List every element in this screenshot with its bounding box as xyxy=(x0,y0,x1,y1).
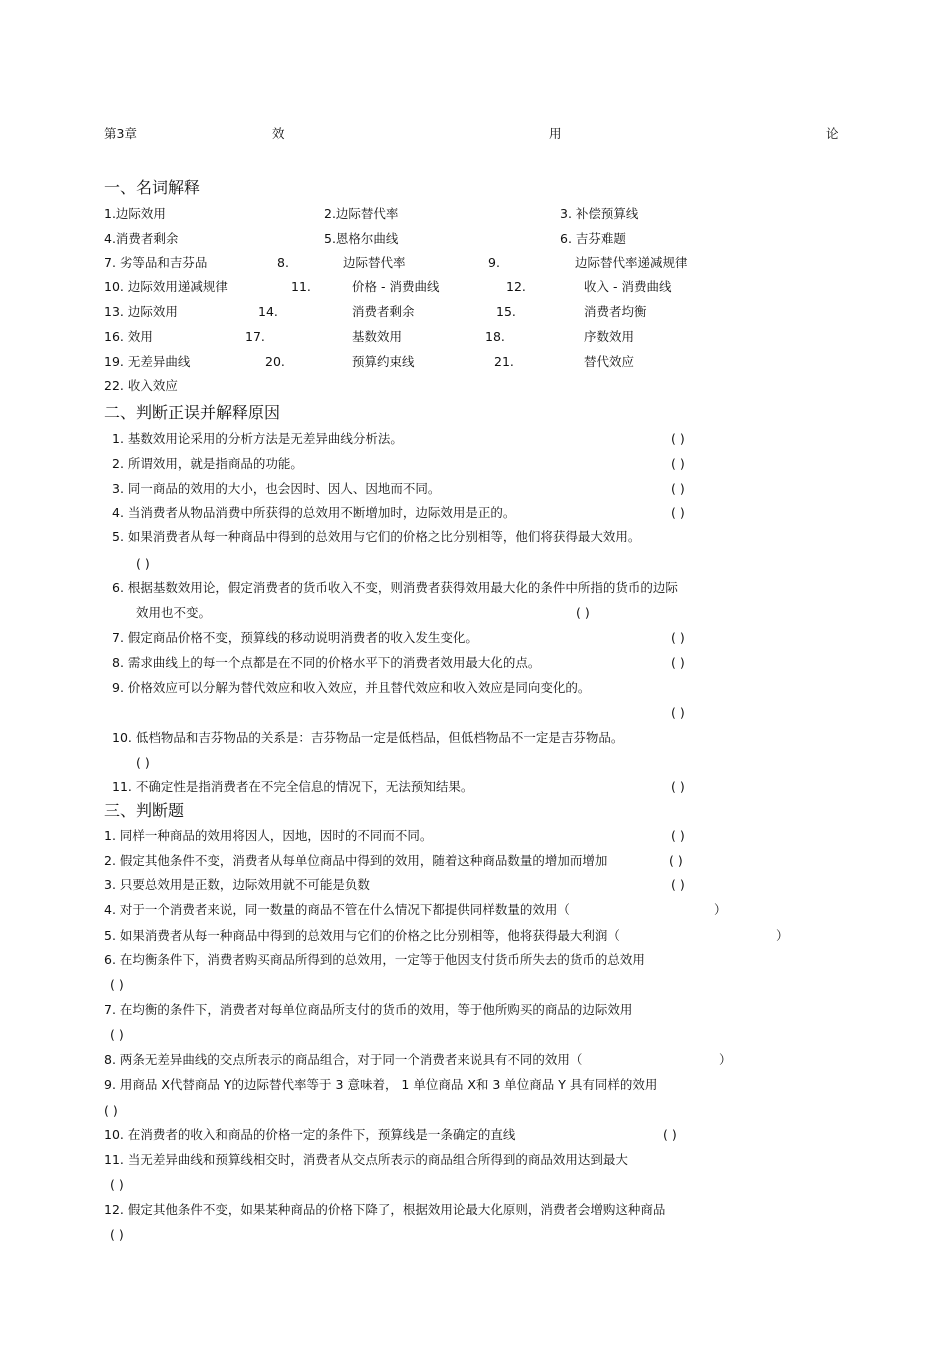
answer-paren: ( ) xyxy=(669,853,683,868)
term: 基数效用 xyxy=(352,329,403,344)
answer-paren: ( ) xyxy=(671,705,685,720)
answer-paren: ( ) xyxy=(104,1103,118,1118)
term: 价格 - 消费曲线 xyxy=(352,279,440,294)
chapter-label: 第3章 xyxy=(104,126,137,141)
question: 12. 假定其他条件不变，如果某种商品的价格下降了，根据效用论最大化原则，消费者会增购这种商品 xyxy=(104,1202,666,1217)
question: 7. 在均衡的条件下，消费者对每单位商品所支付的货币的效用，等于他所购买的商品的边际效用 xyxy=(104,1002,633,1017)
question: 7. 假定商品价格不变，预算线的移动说明消费者的收入发生变化。 xyxy=(112,630,478,645)
term: 5.恩格尔曲线 xyxy=(324,231,399,246)
answer-paren-close: ） xyxy=(714,902,727,917)
term-number: 8. xyxy=(277,255,289,270)
term: 7. 劣等品和吉芬品 xyxy=(104,255,208,270)
term: 预算约束线 xyxy=(352,354,415,369)
question: 3. 只要总效用是正数，边际效用就不可能是负数 xyxy=(104,877,370,892)
question: 9. 价格效应可以分解为替代效应和收入效应，并且替代效应和收入效应是同向变化的。 xyxy=(112,680,591,695)
question: 11. 当无差异曲线和预算线相交时，消费者从交点所表示的商品组合所得到的商品效用达到最大 xyxy=(104,1152,628,1167)
title-char-1: 效 xyxy=(272,126,285,141)
section-1-heading: 一、名词解释 xyxy=(104,178,201,197)
answer-paren: ( ) xyxy=(671,877,685,892)
question-cont: 效用也不变。 xyxy=(136,605,212,620)
term: 序数效用 xyxy=(584,329,635,344)
title-char-3: 论 xyxy=(826,126,839,141)
answer-paren: ( ) xyxy=(110,977,124,992)
term: 边际替代率 xyxy=(343,255,406,270)
question: 1. 同样一种商品的效用将因人，因地，因时的不同而不同。 xyxy=(104,828,433,843)
answer-paren-close: ） xyxy=(719,1052,732,1067)
question: 9. 用商品 X代替商品 Y的边际替代率等于 3 意味着， 1 单位商品 X和 3 单位商品 Y 具有同样的效用 xyxy=(104,1077,658,1092)
answer-paren: ( ) xyxy=(671,779,685,794)
term: 消费者均衡 xyxy=(584,304,647,319)
term: 19. 无差异曲线 xyxy=(104,354,191,369)
section-3-heading: 三、判断题 xyxy=(104,801,185,820)
answer-paren: ( ) xyxy=(671,505,685,520)
question: 11. 不确定性是指消费者在不完全信息的情况下，无法预知结果。 xyxy=(112,779,474,794)
term: 13. 边际效用 xyxy=(104,304,178,319)
term: 1.边际效用 xyxy=(104,206,166,221)
question: 5. 如果消费者从每一种商品中得到的总效用与它们的价格之比分别相等，他将获得最大利润（ xyxy=(104,928,620,943)
question: 8. 两条无差异曲线的交点所表示的商品组合，对于同一个消费者来说具有不同的效用（ xyxy=(104,1052,583,1067)
section-2-heading: 二、判断正误并解释原因 xyxy=(104,403,281,422)
answer-paren: ( ) xyxy=(136,755,150,770)
term: 收入 - 消费曲线 xyxy=(584,279,672,294)
question: 6. 根据基数效用论，假定消费者的货币收入不变，则消费者获得效用最大化的条件中所指的货币的边际 xyxy=(112,580,678,595)
term-number: 15. xyxy=(496,304,516,319)
question: 4. 当消费者从物品消费中所获得的总效用不断增加时，边际效用是正的。 xyxy=(112,505,516,520)
term: 边际替代率递减规律 xyxy=(575,255,688,270)
answer-paren: ( ) xyxy=(110,1027,124,1042)
answer-paren-close: ） xyxy=(776,928,789,943)
question: 8. 需求曲线上的每一个点都是在不同的价格水平下的消费者效用最大化的点。 xyxy=(112,655,541,670)
answer-paren: ( ) xyxy=(136,556,150,571)
term: 4.消费者剩余 xyxy=(104,231,179,246)
answer-paren: ( ) xyxy=(671,630,685,645)
question: 10. 低档物品和吉芬物品的关系是：吉芬物品一定是低档品，但低档物品不一定是吉芬物品。 xyxy=(112,730,624,745)
term-number: 20. xyxy=(265,354,285,369)
question: 2. 假定其他条件不变，消费者从每单位商品中得到的效用，随着这种商品数量的增加而增加 xyxy=(104,853,608,868)
question: 6. 在均衡条件下，消费者购买商品所得到的总效用，一定等于他因支付货币所失去的货币的总效用 xyxy=(104,952,645,967)
term: 2.边际替代率 xyxy=(324,206,399,221)
answer-paren: ( ) xyxy=(671,456,685,471)
answer-paren: ( ) xyxy=(671,481,685,496)
question: 3. 同一商品的效用的大小，也会因时、因人、因地而不同。 xyxy=(112,481,441,496)
term: 替代效应 xyxy=(584,354,635,369)
term: 10. 边际效用递减规律 xyxy=(104,279,228,294)
answer-paren: ( ) xyxy=(671,431,685,446)
term: 消费者剩余 xyxy=(352,304,415,319)
answer-paren: ( ) xyxy=(663,1127,677,1142)
term-number: 21. xyxy=(494,354,514,369)
term: 3. 补偿预算线 xyxy=(560,206,639,221)
question: 1. 基数效用论采用的分析方法是无差异曲线分析法。 xyxy=(112,431,403,446)
answer-paren: ( ) xyxy=(671,828,685,843)
term: 16. 效用 xyxy=(104,329,153,344)
question: 2. 所谓效用，就是指商品的功能。 xyxy=(112,456,303,471)
answer-paren: ( ) xyxy=(671,655,685,670)
answer-paren: ( ) xyxy=(110,1227,124,1242)
answer-paren: ( ) xyxy=(110,1177,124,1192)
answer-paren: ( ) xyxy=(576,605,590,620)
term: 6. 吉芬难题 xyxy=(560,231,626,246)
term-number: 18. xyxy=(485,329,505,344)
term-number: 11. xyxy=(291,279,311,294)
term: 22. 收入效应 xyxy=(104,378,178,393)
question: 4. 对于一个消费者来说，同一数量的商品不管在什么情况下都提供同样数量的效用（ xyxy=(104,902,570,917)
term-number: 9. xyxy=(488,255,500,270)
term-number: 14. xyxy=(258,304,278,319)
question: 5. 如果消费者从每一种商品中得到的总效用与它们的价格之比分别相等，他们将获得最大效用。 xyxy=(112,529,641,544)
term-number: 12. xyxy=(506,279,526,294)
term-number: 17. xyxy=(245,329,265,344)
question: 10. 在消费者的收入和商品的价格一定的条件下，预算线是一条确定的直线 xyxy=(104,1127,516,1142)
title-char-2: 用 xyxy=(549,126,562,141)
